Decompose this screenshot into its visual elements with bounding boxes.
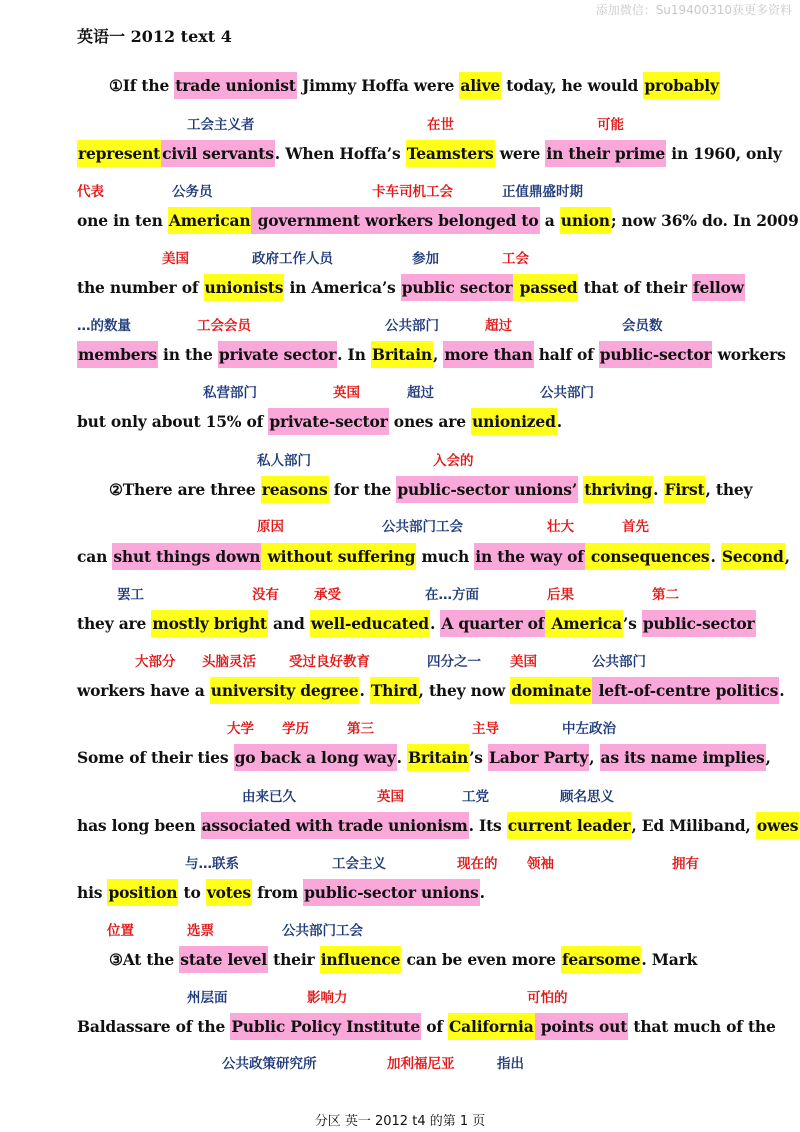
text-run: but only about 15% of (77, 412, 269, 431)
passage-line (77, 144, 782, 163)
text-run: ③At the (109, 950, 180, 969)
text-run: in 1960, only (666, 144, 782, 163)
chinese-annotation: 首先 (622, 519, 649, 535)
text-run: half of (533, 345, 599, 364)
chinese-annotation: 罢工 (117, 587, 144, 603)
text-run: ones are (388, 412, 472, 431)
passage-line (77, 681, 784, 700)
text-run: . (710, 547, 721, 566)
chinese-annotation: 与…联系 (185, 856, 239, 872)
chinese-annotation: 会员数 (622, 318, 663, 334)
highlight-yellow: passed (513, 274, 578, 301)
highlight-pink: Labor Party (488, 744, 589, 771)
chinese-annotation: 工会 (502, 251, 529, 267)
chinese-annotation: 公共部门工会 (282, 923, 363, 939)
text-run: , they (705, 480, 753, 499)
text-run: . In (337, 345, 371, 364)
highlight-yellow: unionists (204, 274, 285, 301)
highlight-pink: public-sector unions (303, 879, 479, 906)
highlight-pink: left-of-centre politics (592, 677, 779, 704)
chinese-annotation: 工会会员 (197, 318, 251, 334)
text-run: of (421, 1017, 449, 1036)
passage-line (109, 76, 720, 95)
highlight-yellow: thriving (583, 476, 653, 503)
text-run: workers (712, 345, 786, 364)
text-run: today, he would (501, 76, 644, 95)
highlight-yellow: First (664, 476, 706, 503)
chinese-annotation: 英国 (377, 789, 404, 805)
highlight-yellow: reasons (261, 476, 329, 503)
chinese-annotation: 大部分 (135, 654, 176, 670)
text-run: . Its (468, 816, 507, 835)
text-run: ②There are three (109, 480, 261, 499)
chinese-annotation: 第二 (652, 587, 679, 603)
passage-line (77, 748, 771, 767)
chinese-annotation: 公共部门 (540, 385, 594, 401)
chinese-annotation: 加利福尼亚 (387, 1056, 455, 1072)
highlight-yellow: dominate (510, 677, 592, 704)
chinese-annotation: 指出 (497, 1056, 524, 1072)
highlight-yellow: represent (77, 140, 161, 167)
highlight-pink: in the way of (474, 543, 584, 570)
chinese-annotation: 顾名思义 (560, 789, 614, 805)
highlight-pink: fellow (692, 274, 745, 301)
text-run: the number of (77, 278, 204, 297)
chinese-annotation: 超过 (485, 318, 512, 334)
highlight-yellow: consequences (585, 543, 711, 570)
highlight-yellow: mostly bright (151, 610, 267, 637)
chinese-annotation: 英国 (333, 385, 360, 401)
chinese-annotation: 没有 (252, 587, 279, 603)
chinese-annotation: 壮大 (547, 519, 574, 535)
chinese-annotation: 可能 (597, 117, 624, 133)
chinese-annotation: 在世 (427, 117, 454, 133)
passage-line (77, 211, 799, 230)
chinese-annotation: 美国 (510, 654, 537, 670)
text-run: , Ed Miliband, (631, 816, 756, 835)
text-run: , (433, 345, 444, 364)
text-run: ①If the (109, 76, 175, 95)
highlight-yellow: well-educated (310, 610, 430, 637)
chinese-annotation: 四分之一 (427, 654, 481, 670)
chinese-annotation: 主导 (472, 721, 499, 737)
text-run: ; now 36% do. In 2009 (610, 211, 799, 230)
chinese-annotation: 卡车司机工会 (372, 184, 453, 200)
highlight-pink: go back a long way (234, 744, 397, 771)
text-run: . (556, 412, 562, 431)
chinese-annotation: 领袖 (527, 856, 554, 872)
chinese-annotation: 公共部门 (385, 318, 439, 334)
text-run: to (178, 883, 206, 902)
text-run: . (779, 681, 785, 700)
text-run: . (429, 614, 441, 633)
highlight-yellow: America (545, 610, 623, 637)
passage-line (77, 883, 485, 902)
text-run: can be even more (401, 950, 561, 969)
text-run: , (589, 748, 600, 767)
highlight-pink: government workers belonged to (251, 207, 539, 234)
chinese-annotation: 可怕的 (527, 990, 568, 1006)
text-run: in America’s (284, 278, 401, 297)
highlight-yellow: influence (320, 946, 402, 973)
highlight-pink: A quarter of (440, 610, 545, 637)
chinese-annotation: 位置 (107, 923, 134, 939)
text-run: from (251, 883, 304, 902)
text-run: they are (77, 614, 152, 633)
passage-line (77, 816, 799, 835)
text-run: that of their (578, 278, 693, 297)
chinese-annotation: 州层面 (187, 990, 228, 1006)
text-run: for the (328, 480, 397, 499)
text-run: ’s (622, 614, 642, 633)
passage-line (77, 345, 786, 364)
highlight-pink: private-sector (268, 408, 388, 435)
highlight-yellow: fearsome (561, 946, 641, 973)
text-run: . (396, 748, 407, 767)
chinese-annotation: 公共部门工会 (382, 519, 463, 535)
highlight-pink: state level (179, 946, 268, 973)
highlight-yellow: California (448, 1013, 535, 1040)
highlight-pink: private sector (218, 341, 337, 368)
text-run: , they now (418, 681, 511, 700)
highlight-yellow: votes (206, 879, 252, 906)
chinese-annotation: 代表 (77, 184, 104, 200)
chinese-annotation: 工党 (462, 789, 489, 805)
text-run: . When Hoffa’s (274, 144, 406, 163)
highlight-yellow: alive (459, 72, 501, 99)
chinese-annotation: 第三 (347, 721, 374, 737)
highlight-pink: public-sector (642, 610, 756, 637)
chinese-annotation: 私人部门 (257, 453, 311, 469)
chinese-annotation: 影响力 (307, 990, 348, 1006)
text-run: Some of their ties (77, 748, 234, 767)
chinese-annotation: 由来已久 (242, 789, 296, 805)
text-run: Jimmy Hoffa were (296, 76, 460, 95)
chinese-annotation: 美国 (162, 251, 189, 267)
chinese-annotation: 私营部门 (203, 385, 257, 401)
chinese-annotation: 后果 (547, 587, 574, 603)
highlight-yellow: owes (756, 812, 799, 839)
chinese-annotation: 拥有 (672, 856, 699, 872)
chinese-annotation: …的数量 (77, 318, 131, 334)
text-run: , (784, 547, 790, 566)
chinese-annotation: 政府工作人员 (252, 251, 333, 267)
passage-line (77, 278, 745, 297)
chinese-annotation: 在…方面 (425, 587, 479, 603)
highlight-pink: public-sector unions’ (396, 476, 578, 503)
highlight-yellow: university degree (210, 677, 360, 704)
text-run: one in ten (77, 211, 168, 230)
passage-line (77, 1017, 776, 1036)
text-run: . (359, 681, 370, 700)
text-run: their (267, 950, 320, 969)
chinese-annotation: 工会主义者 (187, 117, 255, 133)
text-run: Baldassare of the (77, 1017, 231, 1036)
passage-line (109, 480, 752, 499)
passage-line (109, 950, 697, 969)
text-run: were (494, 144, 546, 163)
text-run: has long been (77, 816, 201, 835)
highlight-pink: Public Policy Institute (230, 1013, 421, 1040)
chinese-annotation: 工会主义 (332, 856, 386, 872)
highlight-pink: more than (443, 341, 533, 368)
chinese-annotation: 正值鼎盛时期 (502, 184, 583, 200)
highlight-pink: public sector (401, 274, 514, 301)
highlight-yellow: Teamsters (406, 140, 495, 167)
highlight-yellow: Britain (371, 341, 433, 368)
highlight-yellow: current leader (507, 812, 632, 839)
highlight-yellow: probably (643, 72, 719, 99)
passage-line (77, 614, 756, 633)
text-run: can (77, 547, 113, 566)
highlight-pink: associated with trade unionism (201, 812, 469, 839)
chinese-annotation: 选票 (187, 923, 214, 939)
page-footer: 分区 英一 2012 t4 的第 1 页 (314, 1114, 486, 1129)
chinese-annotation: 公务员 (172, 184, 213, 200)
page-title: 英语一 2012 text 4 (77, 27, 232, 46)
highlight-pink: public-sector (599, 341, 713, 368)
chinese-annotation: 原因 (257, 519, 284, 535)
chinese-annotation: 参加 (412, 251, 439, 267)
highlight-yellow: union (560, 207, 611, 234)
highlight-yellow: Britain (407, 744, 469, 771)
text-run: and (267, 614, 310, 633)
highlight-yellow: American (168, 207, 252, 234)
passage-line (77, 412, 562, 431)
text-run: workers have a (77, 681, 210, 700)
chinese-annotation: 公共部门 (592, 654, 646, 670)
highlight-pink: as its name implies (600, 744, 766, 771)
chinese-annotation: 现在的 (457, 856, 498, 872)
highlight-yellow: unionized (471, 408, 557, 435)
highlight-yellow: without suffering (261, 543, 416, 570)
text-run: . (653, 480, 664, 499)
watermark: 添加微信：Su19400310获更多资料 (595, 3, 792, 17)
highlight-yellow: Third (370, 677, 419, 704)
chinese-annotation: 公共政策研究所 (222, 1056, 317, 1072)
chinese-annotation: 承受 (314, 587, 341, 603)
chinese-annotation: 大学 (227, 721, 254, 737)
highlight-yellow: Second (721, 543, 785, 570)
text-run: his (77, 883, 108, 902)
chinese-annotation: 中左政治 (562, 721, 616, 737)
chinese-annotation: 受过良好教育 (289, 654, 370, 670)
chinese-annotation: 头脑灵活 (202, 654, 256, 670)
chinese-annotation: 超过 (407, 385, 434, 401)
highlight-pink: shut things down (112, 543, 261, 570)
text-run: in the (157, 345, 218, 364)
text-run: a (539, 211, 560, 230)
passage-line (77, 547, 790, 566)
highlight-pink: points out (535, 1013, 629, 1040)
highlight-pink: trade unionist (174, 72, 296, 99)
highlight-pink: members (77, 341, 158, 368)
text-run: much (416, 547, 475, 566)
text-run: ’s (469, 748, 489, 767)
chinese-annotation: 学历 (282, 721, 309, 737)
text-run: . (479, 883, 485, 902)
text-run: . Mark (641, 950, 698, 969)
highlight-pink: civil servants (161, 140, 275, 167)
text-run: that much of the (628, 1017, 776, 1036)
chinese-annotation: 入会的 (433, 453, 474, 469)
text-run: , (765, 748, 771, 767)
highlight-yellow: position (107, 879, 178, 906)
highlight-pink: in their prime (545, 140, 666, 167)
